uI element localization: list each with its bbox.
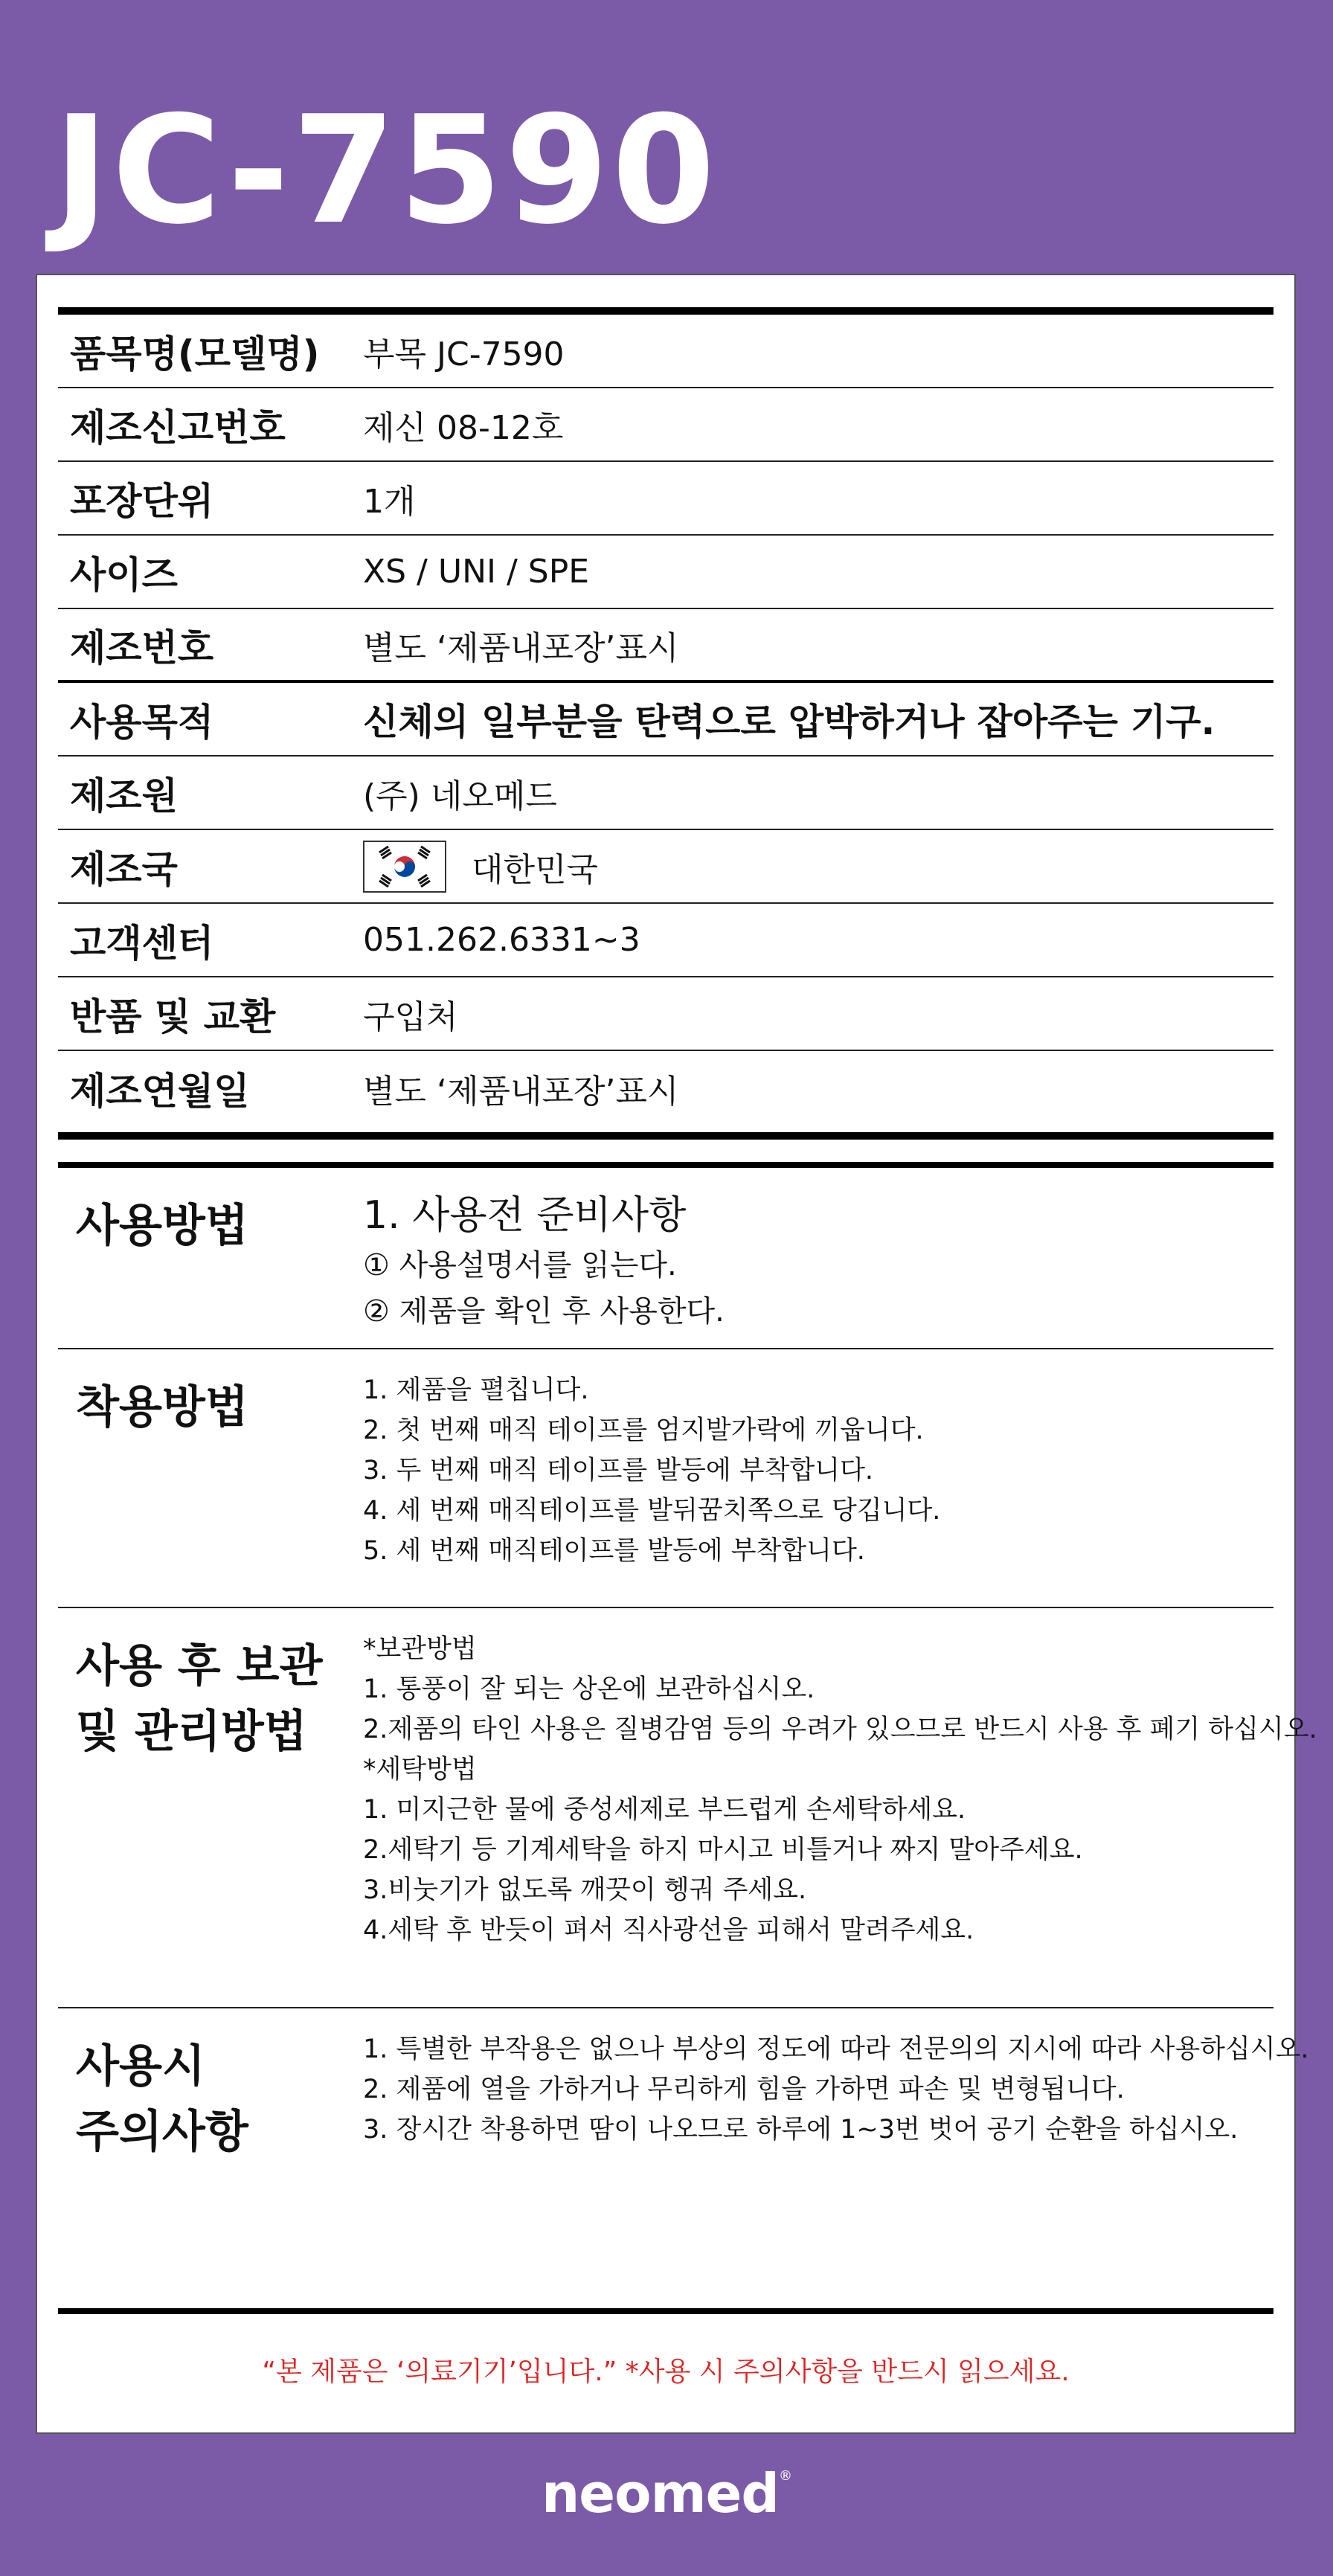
spec-row-registration-number [58, 388, 1273, 462]
spec-label: 품목명(모델명) [70, 332, 320, 376]
notice-divider [58, 2308, 1273, 2314]
spec-row-product-name [58, 315, 1273, 388]
wearing-line: 5. 세 번째 매직테이프를 발등에 부착합니다. [363, 1536, 865, 1566]
spec-value: 051.262.6331~3 [363, 921, 640, 959]
storage-line: 1. 통풍이 잘 되는 상온에 보관하십시오. [363, 1674, 815, 1704]
wearing-line: 2. 첫 번째 매직 테이프를 엄지발가락에 끼웁니다. [363, 1416, 924, 1445]
spec-label: 제조국 [70, 847, 178, 891]
storage-line: 4.세탁 후 반듯이 펴서 직사광선을 피해서 말려주세요. [363, 1915, 974, 1945]
storage-line: 2.제품의 타인 사용은 질병감염 등의 우려가 있으므로 반드시 사용 후 폐기 하십시오. [363, 1715, 1317, 1744]
spec-label: 반품 및 교환 [70, 995, 276, 1038]
usage-line: ② 제품을 확인 후 사용한다. [363, 1294, 725, 1329]
spec-row-purpose [58, 683, 1273, 757]
spec-table [58, 315, 1273, 1125]
wearing-line: 3. 두 번째 매직 테이프를 발등에 부착합니다. [363, 1456, 874, 1485]
usage-head: 1. 사용전 준비사항 [363, 1193, 687, 1238]
spec-row-customer-center [58, 904, 1273, 977]
logo-text: neomed [542, 2462, 779, 2525]
spec-row-country [58, 830, 1273, 904]
spec-value: XS / UNI / SPE [363, 553, 590, 591]
spec-label: 제조연월일 [70, 1069, 250, 1113]
storage-section [58, 1608, 1317, 2008]
section-top-divider [58, 1162, 1273, 1168]
spec-value: 제신 08-12호 [363, 408, 564, 447]
caution-label-line: 주의사항 [76, 2106, 248, 2158]
wearing-section [58, 1349, 1273, 1608]
korea-flag-icon [363, 841, 446, 893]
spec-row-manufacturer [58, 757, 1273, 830]
spec-value: 1개 [363, 482, 416, 521]
spec-row-size [58, 536, 1273, 609]
spec-label: 고객센터 [70, 921, 214, 965]
product-info-panel [36, 274, 1317, 2434]
neomed-logo [0, 2462, 1333, 2525]
registered-mark: ® [778, 2468, 791, 2484]
usage-line: ① 사용설명서를 읽는다. [363, 1248, 677, 1282]
spec-value: (주) 네오메드 [363, 777, 557, 815]
caution-body [363, 2029, 1309, 2150]
caution-section [58, 2008, 1309, 2306]
spec-value: 신체의 일부분을 탄력으로 압박하거나 잡아주는 기구. [363, 700, 1215, 743]
spec-label: 제조번호 [70, 626, 214, 669]
spec-row-manufacture-date [58, 1051, 1273, 1125]
spec-label: 사이즈 [70, 553, 178, 597]
usage-section [58, 1168, 1273, 1349]
storage-line: *보관방법 [363, 1634, 477, 1664]
storage-label-line: 및 관리방법 [76, 1706, 307, 1758]
spec-row-package-unit [58, 462, 1273, 536]
storage-label [76, 1634, 344, 1764]
usage-body [363, 1189, 1266, 1334]
page-title: JC-7590 [54, 84, 719, 257]
storage-label-line: 사용 후 보관 [76, 1640, 323, 1692]
top-divider [58, 307, 1273, 315]
spec-value [363, 841, 598, 893]
caution-label [76, 2034, 344, 2165]
usage-label: 사용방법 [76, 1200, 248, 1252]
spec-label: 포장단위 [70, 479, 214, 523]
spec-bottom-divider [58, 1132, 1273, 1140]
spec-label: 제조신고번호 [70, 405, 286, 449]
caution-line: 2. 제품에 열을 가하거나 무리하게 힘을 가하면 파손 및 변형됩니다. [363, 2075, 1125, 2104]
caution-label-line: 사용시 [76, 2040, 205, 2092]
storage-line: 2.세탁기 등 기계세탁을 하지 마시고 비틀거나 짜지 말아주세요. [363, 1835, 1083, 1865]
country-name: 대한민국 [472, 850, 599, 889]
wearing-line: 4. 세 번째 매직테이프를 발뒤꿈치쪽으로 당깁니다. [363, 1496, 941, 1526]
spec-label: 제조원 [70, 774, 178, 818]
wearing-label: 착용방법 [76, 1381, 248, 1433]
wearing-line: 1. 제품을 펼칩니다. [363, 1375, 589, 1405]
spec-value: 구입처 [363, 998, 458, 1036]
caution-line: 1. 특별한 부작용은 없으나 부상의 정도에 따라 전문의의 지시에 따라 사용하십시오. [363, 2034, 1309, 2064]
spec-value: 별도 ‘제품내포장’표시 [363, 1072, 679, 1111]
storage-body [363, 1629, 1317, 1950]
storage-line: 1. 미지근한 물에 중성세제로 부드럽게 손세탁하세요. [363, 1795, 966, 1825]
spec-value: 부목 JC-7590 [363, 335, 565, 373]
spec-label: 사용목적 [70, 700, 214, 744]
spec-row-return-exchange [58, 977, 1273, 1051]
caution-line: 3. 장시간 착용하면 땀이 나오므로 하루에 1~3번 벗어 공기 순환을 하십시오. [363, 2115, 1239, 2145]
medical-device-notice: “본 제품은 ‘의료기기’입니다.” *사용 시 주의사항을 반드시 읽으세요. [262, 2357, 1070, 2387]
spec-value: 별도 ‘제품내포장’표시 [363, 629, 679, 667]
storage-line: 3.비눗기가 없도록 깨끗이 헹궈 주세요. [363, 1875, 807, 1905]
spec-row-serial-number [58, 609, 1273, 683]
storage-line: *세탁방법 [363, 1755, 477, 1785]
wearing-body [363, 1370, 1266, 1571]
